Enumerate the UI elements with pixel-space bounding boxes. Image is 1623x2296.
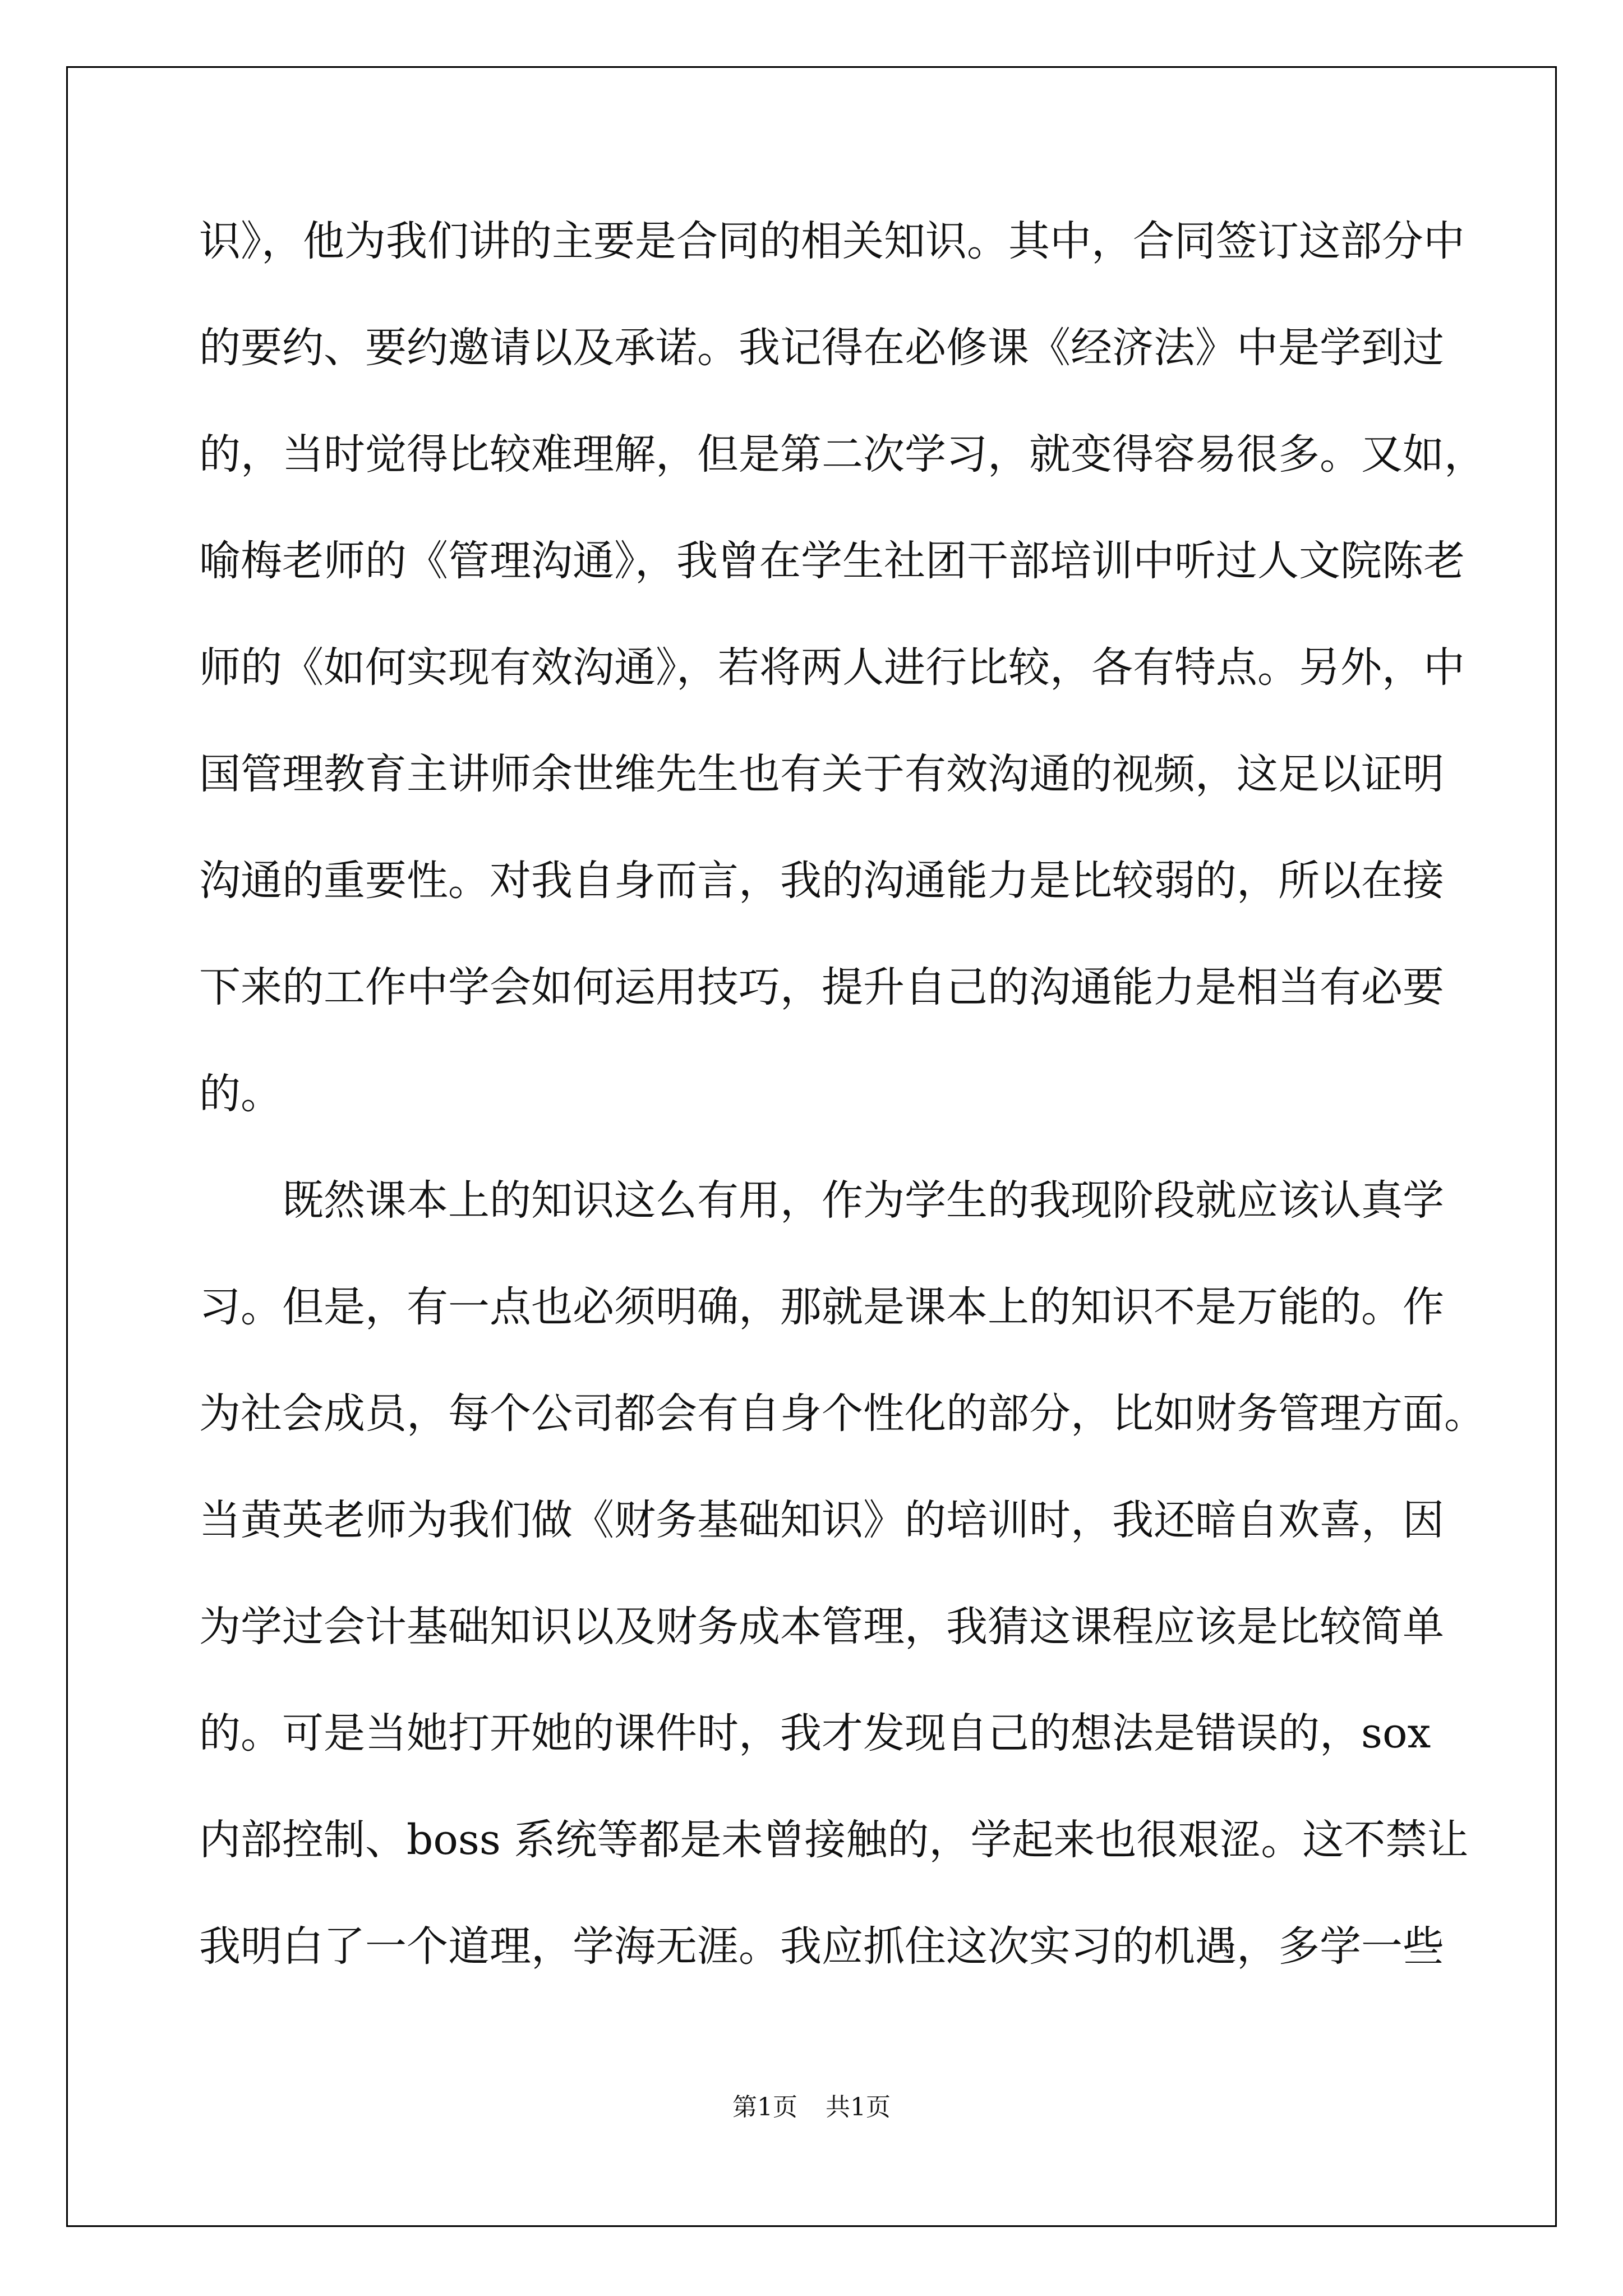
text-line: 喻梅老师的《管理沟通》，我曾在学生社团干部培训中听过人文院陈老 [199,537,1465,585]
text-line: 既然课本上的知识这么有用，作为学生的我现阶段就应该认真学 [282,1176,1444,1225]
text-line: 的。 [199,1070,282,1118]
page-total: 共1页 [826,2093,891,2122]
text-line: 识》，他为我们讲的主要是合同的相关知识。其中，合同签订这部分中 [199,217,1465,265]
paragraph-2 [199,1164,1486,2017]
text-line: 的。可是当她打开她的课件时，我才发现自己的想法是错误的，sox [199,1709,1431,1757]
text-line: 下来的工作中学会如何运用技巧，提升自己的沟通能力是相当有必要 [199,963,1444,1011]
text-line: 为学过会计基础知识以及财务成本管理，我猜这课程应该是比较简单 [199,1603,1444,1651]
text-line: 沟通的重要性。对我自身而言，我的沟通能力是比较弱的，所以在接 [199,857,1444,905]
page-number: 第1页 [732,2093,797,2122]
text-line: 的，当时觉得比较难理解，但是第二次学习，就变得容易很多。又如， [199,430,1486,478]
text-line: 国管理教育主讲师余世维先生也有关于有效沟通的视频，这足以证明 [199,750,1444,798]
text-line: 的要约、要约邀请以及承诺。我记得在必修课《经济法》中是学到过 [199,324,1444,372]
document-body [199,205,1486,2017]
text-line: 内部控制、boss 系统等都是未曾接触的，学起来也很艰涩。这不禁让 [199,1816,1469,1864]
text-line: 为社会成员，每个公司都会有自身个性化的部分，比如财务管理方面。 [199,1389,1486,1438]
paragraph-1 [199,205,1486,1164]
text-line: 习。但是，有一点也必须明确，那就是课本上的知识不是万能的。作 [199,1283,1444,1331]
text-line: 师的《如何实现有效沟通》，若将两人进行比较，各有特点。另外，中 [199,643,1465,692]
page-footer [0,2087,1623,2123]
text-line: 我明白了一个道理，学海无涯。我应抓住这次实习的机遇，多学一些 [199,1922,1444,1971]
text-line: 当黄英老师为我们做《财务基础知识》的培训时，我还暗自欢喜，因 [199,1496,1444,1544]
